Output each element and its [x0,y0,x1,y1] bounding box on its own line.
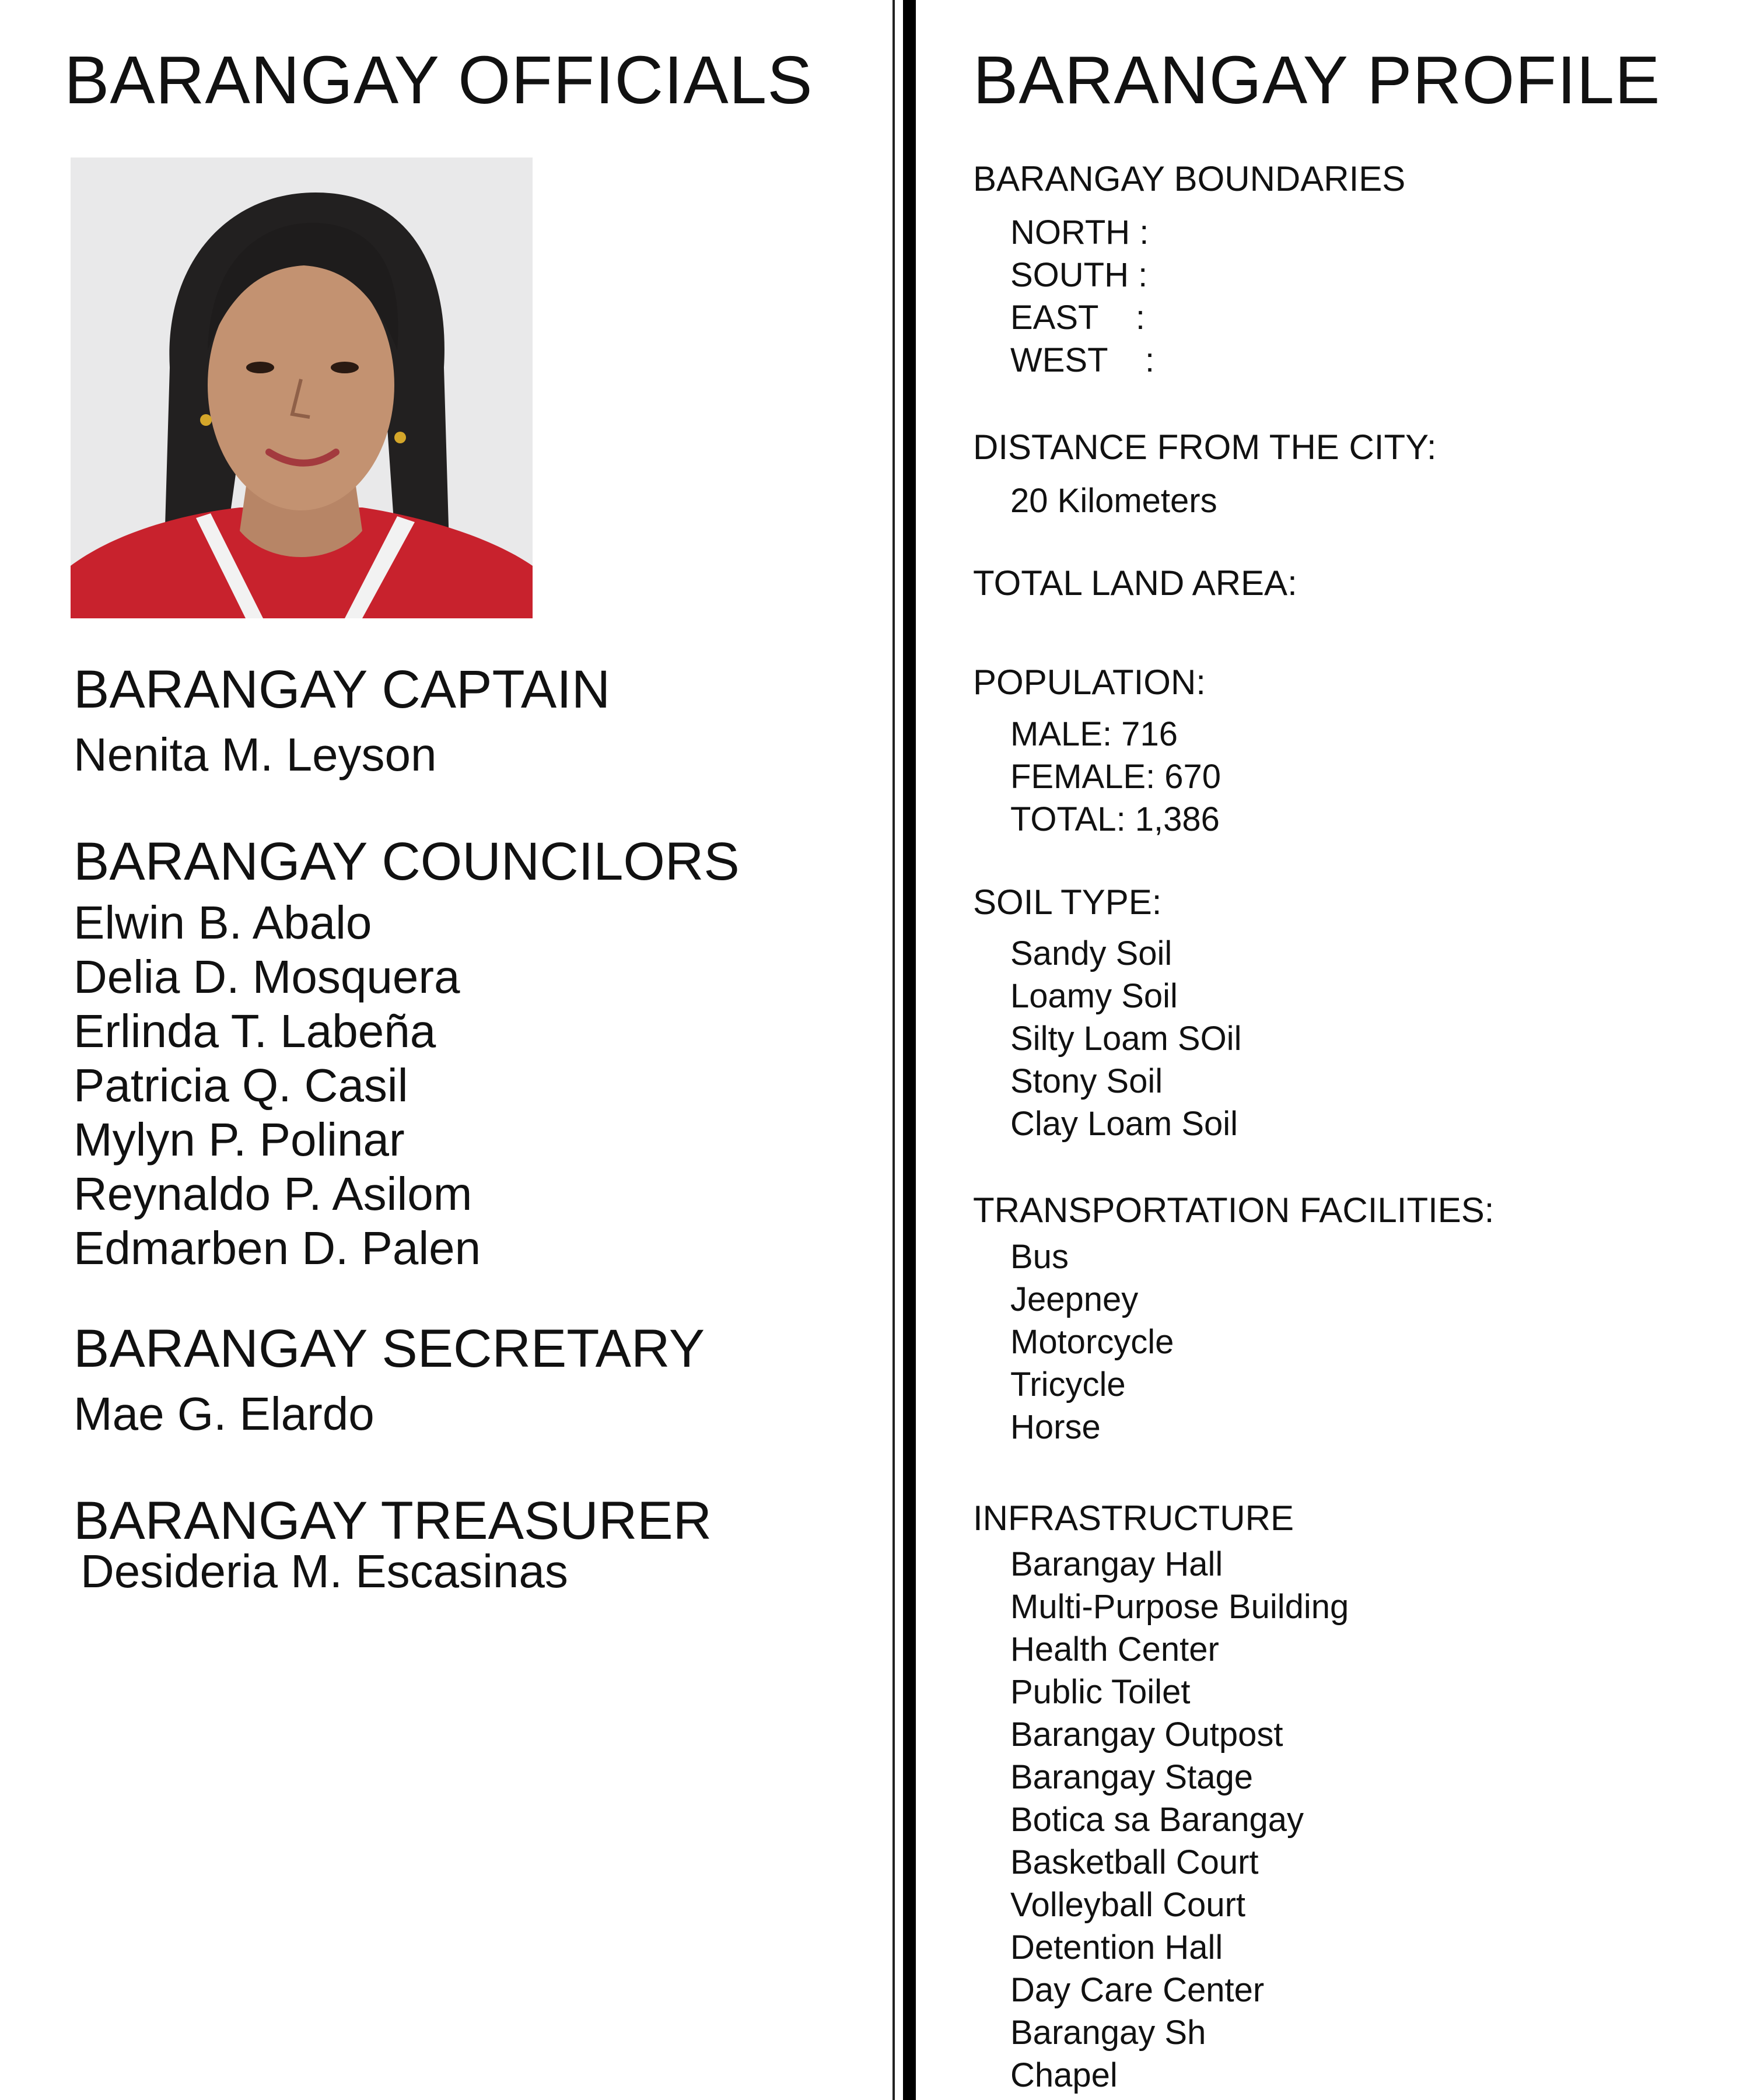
infrastructure-item: Barangay Hall [1010,1545,1223,1583]
land-area-label: TOTAL LAND AREA: [973,564,1297,603]
boundary-east: EAST : [1010,299,1146,337]
population-female-value: : 670 [1146,758,1222,796]
population-male-key: MALE [1010,715,1102,753]
captain-photo [71,158,533,618]
column-divider-thick [903,0,916,2100]
infrastructure-item: Public Toilet [1010,1673,1191,1711]
soil-label: SOIL TYPE: [973,883,1162,922]
captain-name: Nenita M. Leyson [74,729,437,780]
infrastructure-item: Day Care Center [1010,1971,1265,2009]
councilor-name: Erlinda T. Labeña [74,1005,436,1057]
transport-label: TRANSPORTATION FACILITIES: [973,1191,1494,1230]
officials-title: BARANGAY OFFICIALS [64,42,813,118]
soil-list [1010,932,1241,1145]
transport-item: Bus [1010,1238,1069,1276]
population-female-key: FEMALE [1010,758,1146,796]
population-total-value: : 1,386 [1116,800,1220,838]
transport-list [1010,1236,1174,1448]
transport-item: Horse [1010,1408,1101,1446]
councilor-name: Mylyn P. Polinar [74,1114,405,1166]
profile-title: BARANGAY PROFILE [973,42,1661,118]
infrastructure-item: Basketball Court [1010,1843,1259,1881]
infrastructure-item: Multi-Purpose Building [1010,1588,1349,1626]
infrastructure-item: Barangay Outpost [1010,1716,1283,1754]
secretary-name: Mae G. Elardo [74,1388,374,1440]
infrastructure-item: Botica sa Barangay [1010,1801,1304,1839]
distance-label: DISTANCE FROM THE CITY: [973,428,1437,467]
soil-item: Silty Loam SOil [1010,1020,1242,1058]
soil-item: Loamy Soil [1010,977,1178,1015]
column-divider-thin [892,0,895,2100]
boundary-north: NORTH : [1010,214,1149,251]
treasurer-name: Desideria M. Escasinas [80,1545,568,1597]
population-list [1010,713,1221,841]
infrastructure-item: Volleyball Court [1010,1886,1245,1924]
soil-item: Stony Soil [1010,1062,1163,1100]
infrastructure-label: INFRASTRUCTURE [973,1499,1294,1538]
councilor-name: Edmarben D. Palen [74,1222,481,1274]
treasurer-heading: BARANGAY TREASURER [74,1491,712,1550]
soil-item: Sandy Soil [1010,935,1172,972]
boundaries-label: BARANGAY BOUNDARIES [973,159,1406,198]
boundaries-list [1010,211,1154,382]
infrastructure-list [1010,1543,1349,2096]
councilor-name: Delia D. Mosquera [74,951,460,1003]
boundary-west: WEST : [1010,341,1155,379]
boundary-south: SOUTH : [1010,256,1148,294]
captain-heading: BARANGAY CAPTAIN [74,660,611,719]
population-male [1010,713,1221,755]
councilor-name: Patricia Q. Casil [74,1059,408,1111]
transport-item: Jeepney [1010,1280,1139,1318]
secretary-heading: BARANGAY SECRETARY [74,1319,705,1378]
distance-list [1010,480,1217,522]
distance-value: 20 Kilometers [1010,482,1217,520]
infrastructure-item: Chapel [1010,2056,1118,2094]
transport-item: Tricycle [1010,1366,1126,1404]
councilors-list [74,895,481,1275]
soil-item: Clay Loam Soil [1010,1105,1238,1143]
councilors-heading: BARANGAY COUNCILORS [74,832,740,891]
councilor-name: Elwin B. Abalo [74,897,372,949]
population-total-key: TOTAL [1010,800,1116,838]
infrastructure-item: Barangay Sh [1010,2014,1206,2052]
infrastructure-item: Barangay Stage [1010,1758,1253,1796]
population-total [1010,798,1221,841]
transport-item: Motorcycle [1010,1323,1174,1361]
infrastructure-item: Detention Hall [1010,1929,1223,1966]
population-male-value: : 716 [1102,715,1178,753]
population-label: POPULATION: [973,663,1206,702]
infrastructure-item: Health Center [1010,1630,1219,1668]
population-female [1010,755,1221,798]
councilor-name: Reynaldo P. Asilom [74,1168,473,1220]
